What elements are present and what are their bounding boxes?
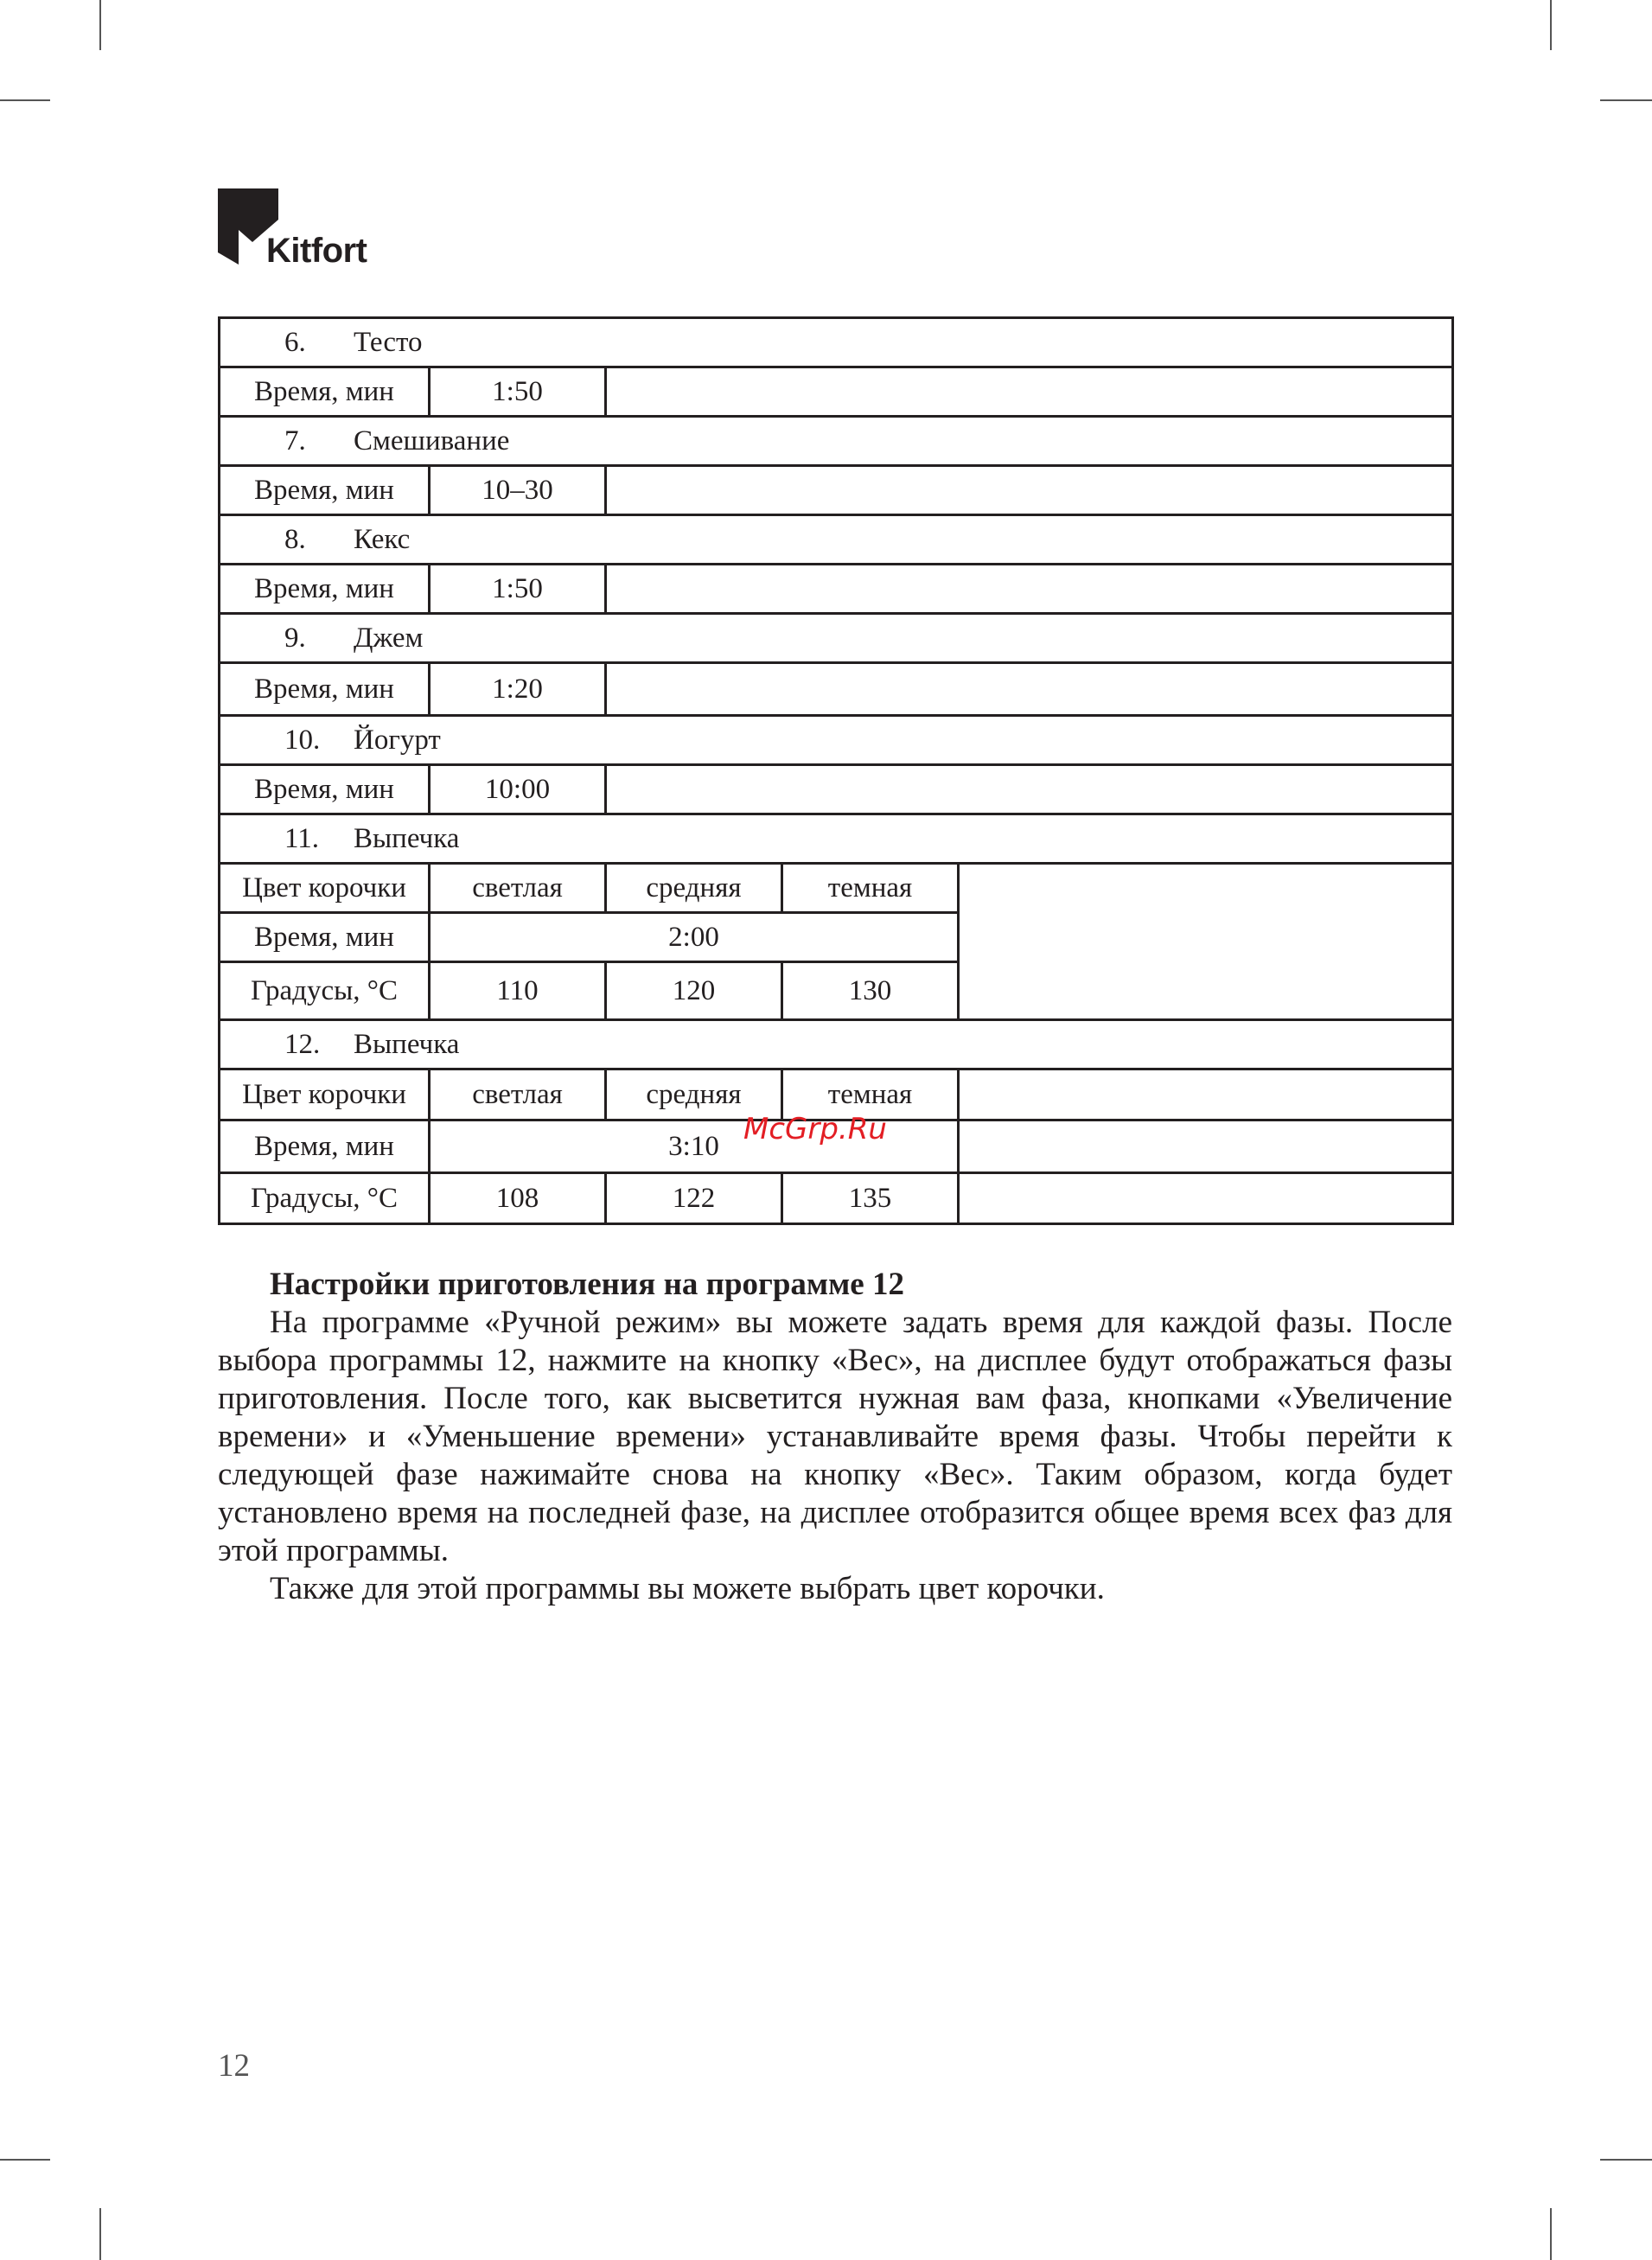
crust-medium: средняя: [606, 1069, 782, 1120]
program-name: Кекс: [354, 523, 411, 555]
table-row: [220, 1020, 1453, 1069]
time-value: 2:00: [430, 913, 959, 962]
time-value: 1:50: [430, 565, 606, 614]
program-number: 10.: [284, 724, 321, 756]
table-row: [220, 716, 1453, 765]
program-name: Выпечка: [354, 1028, 460, 1060]
crop-mark: [99, 0, 101, 50]
table-row: [220, 1173, 1453, 1224]
program-name: Тесто: [354, 326, 423, 358]
table-row: [220, 864, 1453, 913]
crust-dark: темная: [782, 864, 959, 913]
table-row: [220, 663, 1453, 716]
temp-dark: 130: [782, 962, 959, 1020]
time-value: 1:20: [430, 663, 606, 716]
time-label: Время, мин: [220, 565, 430, 614]
program-number: 9.: [284, 622, 306, 654]
program-name: Джем: [354, 622, 424, 654]
temp-medium: 122: [606, 1173, 782, 1224]
crop-mark: [0, 99, 50, 101]
crust-label: Цвет корочки: [220, 1069, 430, 1120]
temp-light: 108: [430, 1173, 606, 1224]
program-number: 11.: [284, 822, 320, 854]
program-number: 12.: [284, 1028, 321, 1060]
settings-section: [218, 1266, 1452, 1608]
table-row: [220, 515, 1453, 565]
table-row: [220, 367, 1453, 417]
temp-medium: 120: [606, 962, 782, 1020]
crust-dark: темная: [782, 1069, 959, 1120]
crop-mark: [1550, 2208, 1552, 2260]
page-number: 12: [218, 2048, 250, 2084]
table-row: [220, 614, 1453, 663]
program-number: 7.: [284, 425, 306, 456]
time-label: Время, мин: [220, 466, 430, 515]
program-settings-table: [218, 316, 1454, 1225]
program-number: 8.: [284, 523, 306, 555]
time-label: Время, мин: [220, 1120, 430, 1173]
crop-mark: [99, 2208, 101, 2260]
time-value: 10:00: [430, 765, 606, 814]
program-name: Йогурт: [354, 724, 441, 756]
time-label: Время, мин: [220, 367, 430, 417]
crop-mark: [0, 2159, 50, 2161]
watermark: McGrp.Ru: [743, 1112, 887, 1146]
crust-light: светлая: [430, 864, 606, 913]
table-row: [220, 814, 1453, 864]
program-name: Смешивание: [354, 425, 510, 456]
temp-label: Градусы, °C: [220, 962, 430, 1020]
time-value: 1:50: [430, 367, 606, 417]
section-paragraph: На программе «Ручной режим» вы можете задать время для каждой фазы. После выбора программы 12, нажмите на кнопку «Вес», на дисплее будут отображаться фазы приготовления. После того, как высветится нужная вам фаза, кнопками «Увеличение времени» и «Уменьшение времени» устанавливайте время фазы. Чтобы перейти к следующей фазе нажимайте снова на кнопку «Вес». Таким образом, когда будет установлено время на последней фазе, на дисплее отобразится общее время всех фаз для этой программы.: [218, 1305, 1452, 1568]
section-paragraph: Также для этой программы вы можете выбрать цвет корочки.: [270, 1571, 1105, 1606]
program-number: 6.: [284, 326, 306, 358]
temp-dark: 135: [782, 1173, 959, 1224]
temp-light: 110: [430, 962, 606, 1020]
brand-name: Kitfort: [266, 232, 367, 270]
time-value: 10–30: [430, 466, 606, 515]
crop-mark: [1600, 2159, 1652, 2161]
time-label: Время, мин: [220, 663, 430, 716]
time-label: Время, мин: [220, 913, 430, 962]
table-row: [220, 318, 1453, 367]
table-row: [220, 565, 1453, 614]
program-name: Выпечка: [354, 822, 460, 854]
time-label: Время, мин: [220, 765, 430, 814]
crust-label: Цвет корочки: [220, 864, 430, 913]
crust-medium: средняя: [606, 864, 782, 913]
table-row: [220, 765, 1453, 814]
table-row: [220, 466, 1453, 515]
section-heading: Настройки приготовления на программе 12: [270, 1267, 904, 1302]
crop-mark: [1550, 0, 1552, 50]
temp-label: Градусы, °C: [220, 1173, 430, 1224]
table-row: [220, 417, 1453, 466]
crust-light: светлая: [430, 1069, 606, 1120]
crop-mark: [1600, 99, 1652, 101]
time-value: 3:10: [430, 1120, 959, 1173]
